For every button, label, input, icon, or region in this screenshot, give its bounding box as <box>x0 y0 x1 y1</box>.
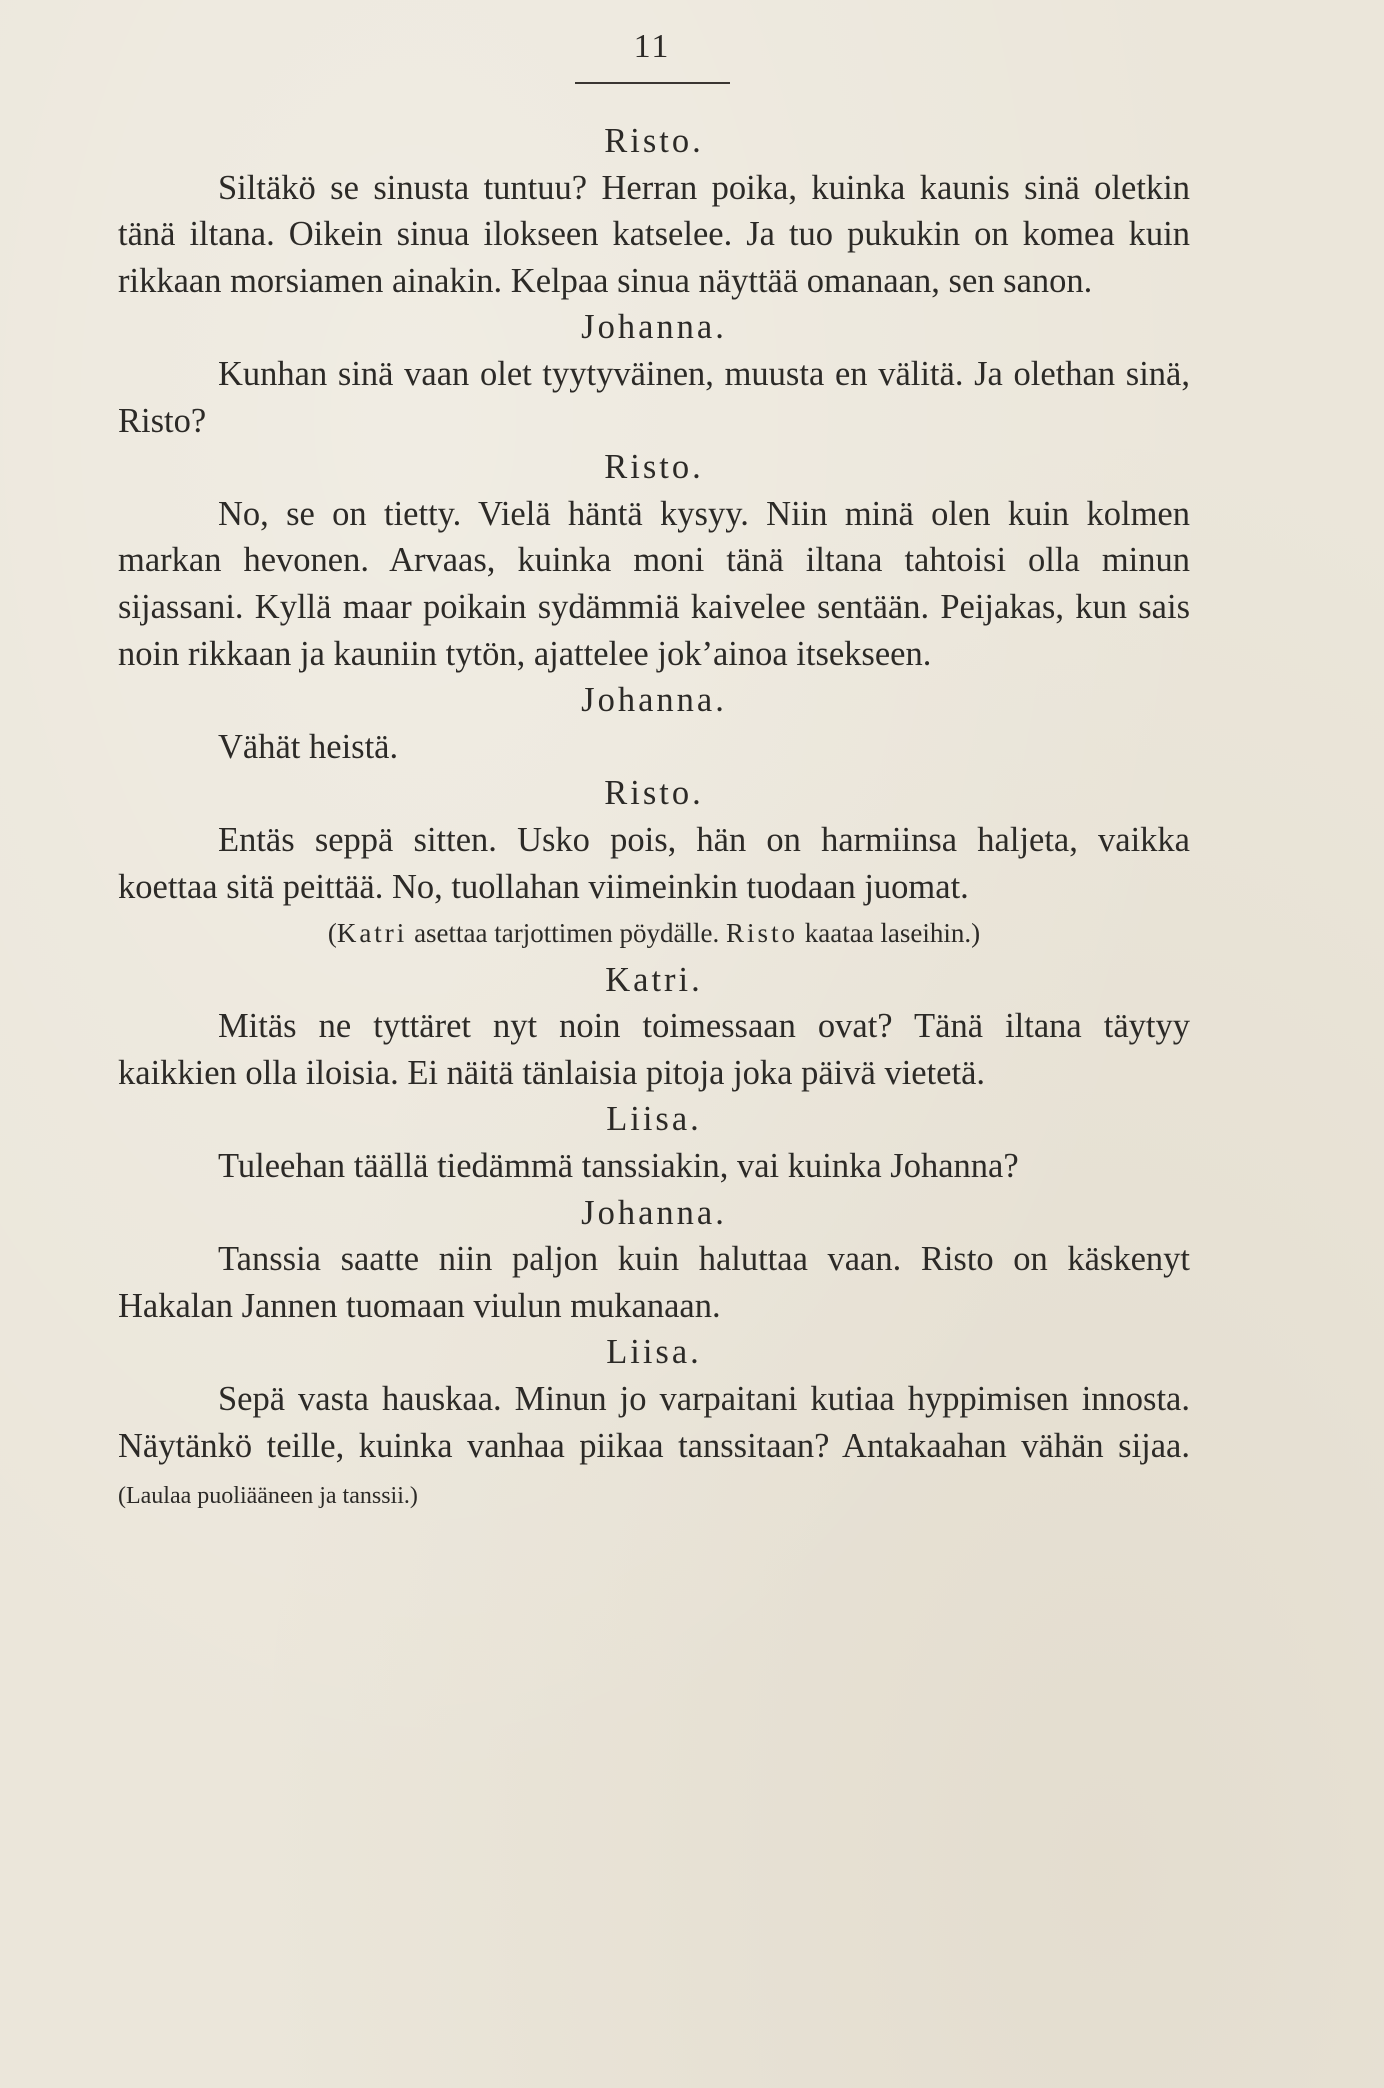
speech-paragraph <box>118 1376 1190 1520</box>
speech-paragraph: Vähät heistä. <box>218 727 399 766</box>
speaker-name: Katri. <box>605 960 703 999</box>
speech-paragraph: Mitäs ne tyttäret nyt noin toimessaan ovat? Tänä iltana täytyy kaikkien olla iloisia. Ei näitä tänlaisia pitoja joka päivä vietetä. <box>118 1007 1190 1092</box>
speech-paragraph: Tanssia saatte niin paljon kuin haluttaa vaan. Risto on käskenyt Hakalan Jannen tuomaan viulun mukanaan. <box>118 1240 1190 1325</box>
speaker-name: Johanna. <box>581 308 727 347</box>
speech-paragraph: No, se on tietty. Vielä häntä kysyy. Niin minä olen kuin kolmen markan hevonen. Arvaas, kuinka moni tänä iltana tahtoisi olla minun sijassani. Kyllä maar poikain sydämmiä kaivelee sentään. Peijakas, kun sais noin rikkaan ja kauniin tytön, ajattelee jok’ainoa itsekseen. <box>118 494 1190 673</box>
page-number-rule <box>575 82 730 84</box>
speaker-name: Johanna. <box>581 681 727 720</box>
stage-direction-character: Risto <box>725 918 798 949</box>
speech-paragraph: Entäs seppä sitten. Usko pois, hän on harmiinsa haljeta, vaikka koettaa sitä peittää. No, tuollahan viimeinkin tuodaan juomat. <box>118 820 1190 906</box>
speaker-name: Risto. <box>604 774 704 813</box>
speaker-name: Risto. <box>604 448 704 487</box>
inline-stage-direction: (Laulaa puoliääneen ja tanssii.) <box>118 1483 418 1510</box>
speech-paragraph: Tuleehan täällä tiedämmä tanssiakin, vai kuinka Johanna? <box>218 1147 1019 1186</box>
play-text <box>118 118 1190 1520</box>
stage-direction <box>118 910 1190 957</box>
speech-paragraph: Kunhan sinä vaan olet tyytyväinen, muusta en välitä. Ja olethan sinä, Risto? <box>118 354 1190 440</box>
speaker-name: Risto. <box>604 122 704 160</box>
speaker-name: Johanna. <box>581 1193 727 1232</box>
speaker-name: Liisa. <box>606 1100 702 1139</box>
stage-direction-open: ( <box>327 918 337 949</box>
speech-paragraph: Siltäkö se sinusta tuntuu? Herran poika, kuinka kaunis sinä oletkin tänä iltana. Oikein sinua ilokseen katselee. Ja tuo pukukin on komea kuin rikkaan morsiamen ainakin. Kelpaa sinua näyttää omanaan, sen sanon. <box>118 168 1190 300</box>
stage-direction-text: asettaa tarjottimen pöydälle. <box>407 918 726 949</box>
speaker-name: Liisa. <box>606 1333 702 1372</box>
stage-direction-text: kaataa laseihin.) <box>797 918 981 949</box>
stage-direction-character: Katri <box>336 918 408 949</box>
page-number: 11 <box>633 28 671 65</box>
speech-text: Sepä vasta hauskaa. Minun jo varpaitani kutiaa hyppimisen innosta. Näytänkö teille, kuinka vanhaa piikaa tanssitaan? Antakaahan vähän sijaa. <box>118 1380 1190 1465</box>
